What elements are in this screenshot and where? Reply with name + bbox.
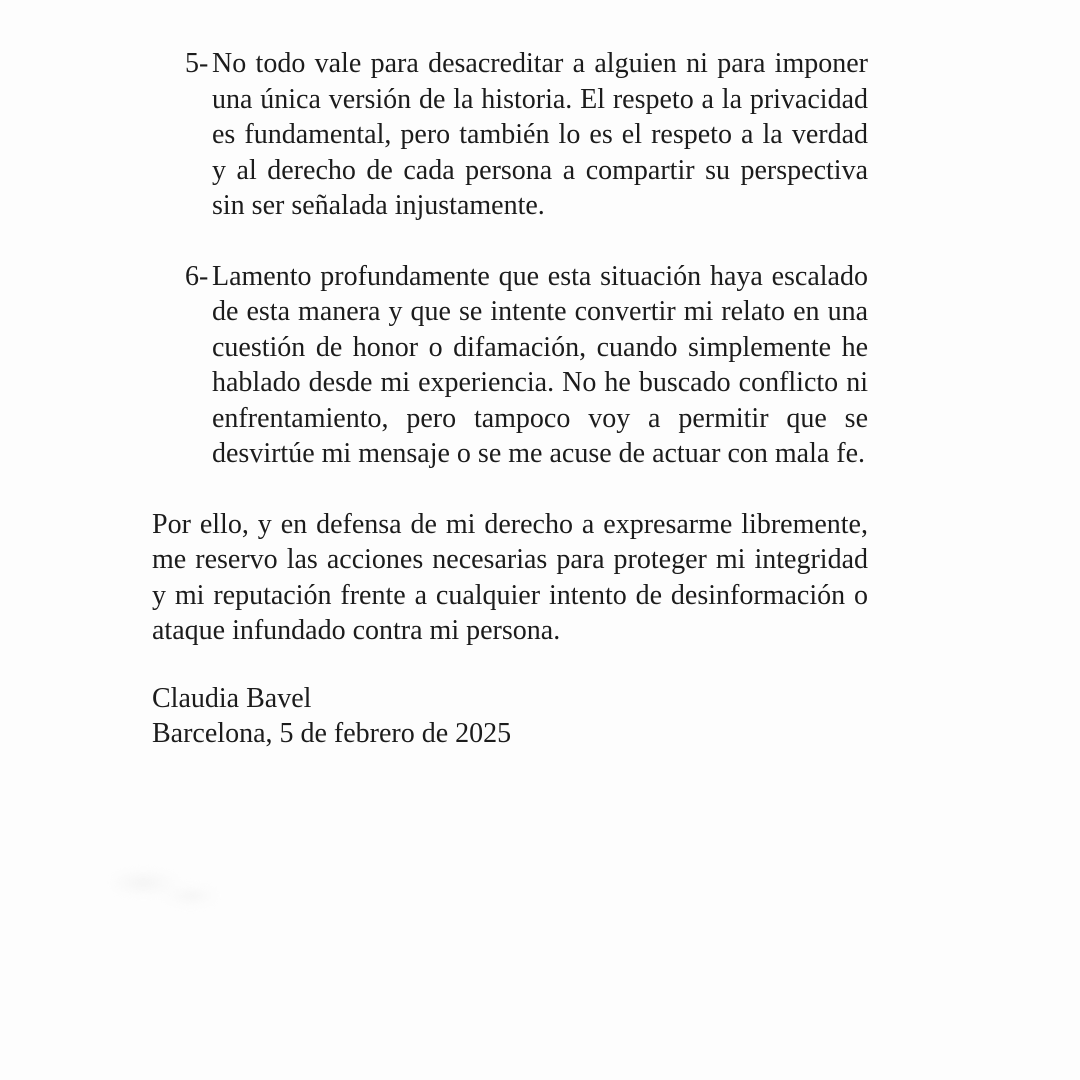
statement-point-5 bbox=[152, 46, 868, 224]
point-5-number: 5- bbox=[185, 48, 209, 79]
point-5-text: No todo vale para desacreditar a alguien ni para imponer una única versión de la historia. El respeto a la privacidad es fundamental, pero también lo es el respeto a la verdad y al derecho de cada persona a compartir su perspectiva sin ser señalada injustamente. bbox=[212, 48, 868, 221]
point-6-number: 6- bbox=[185, 260, 209, 292]
signature-place-date: Barcelona, 5 de febrero de 2025 bbox=[152, 718, 512, 749]
faint-smudge bbox=[112, 862, 217, 914]
signature-block bbox=[152, 681, 868, 752]
point-6-text: Lamento profundamente que esta situación haya escalado de esta manera y que se intente convertir mi relato en una cuestión de honor o difamación, cuando simplemente he hablado desde mi experiencia. No he buscado conflicto ni enfrentamiento, pero tampoco voy a permitir que se desvirtúe mi mensaje o se me acuse de actuar con mala fe. bbox=[212, 260, 868, 469]
closing-paragraph: Por ello, y en defensa de mi derecho a expresarme libremente, me reservo las acciones necesarias para proteger mi integridad y mi reputación frente a cualquier intento de desinformación o ataque infundado contra mi persona. bbox=[152, 508, 868, 646]
statement-document bbox=[152, 46, 868, 752]
statement-point-6 bbox=[152, 259, 868, 472]
signature-name: Claudia Bavel bbox=[152, 682, 312, 714]
